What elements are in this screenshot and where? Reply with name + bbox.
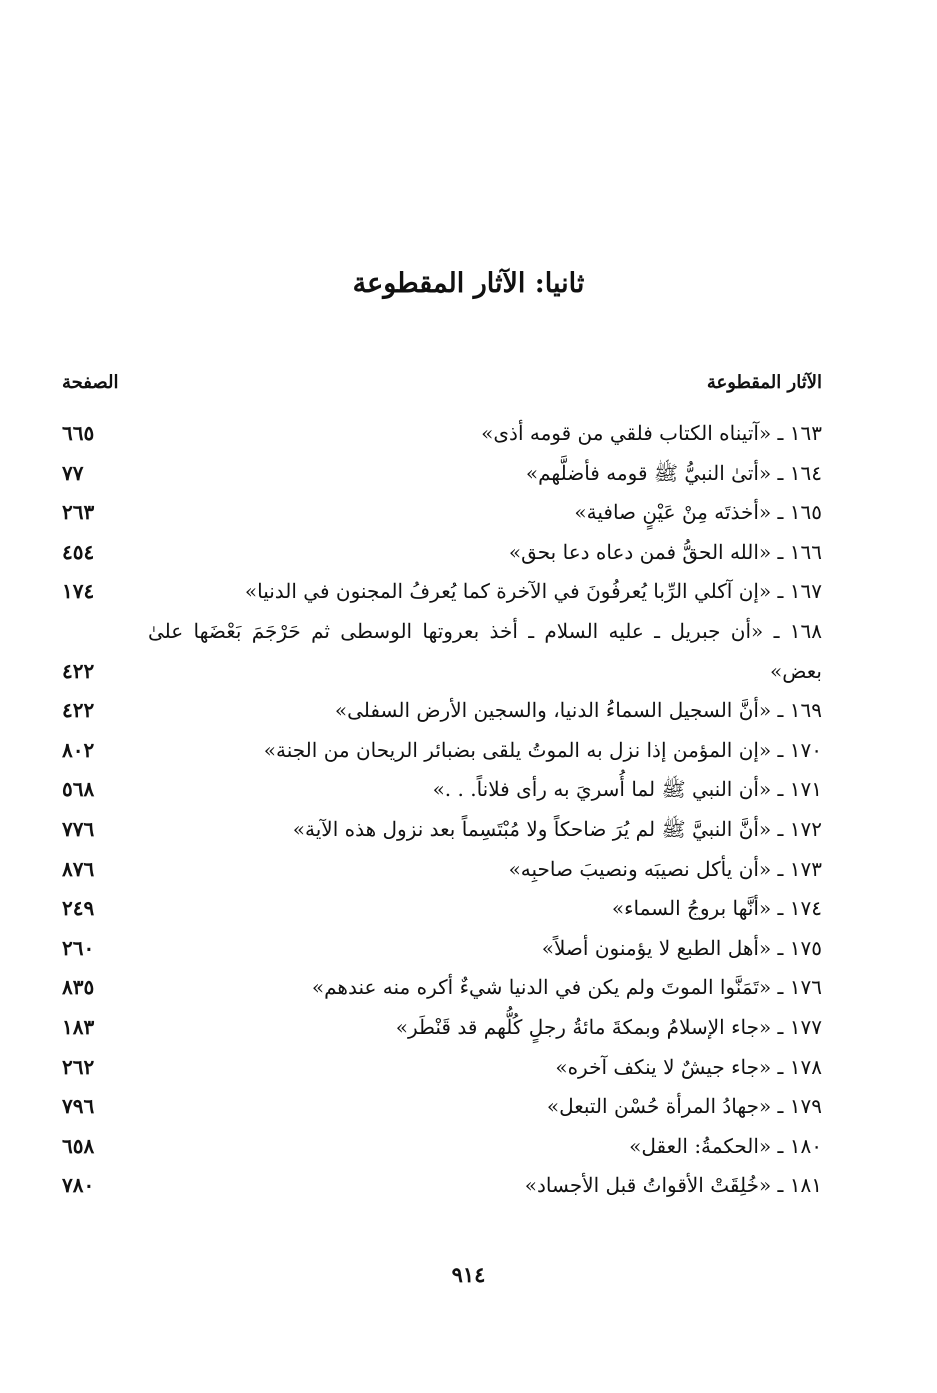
table-row — [62, 572, 822, 612]
table-row — [62, 533, 822, 573]
entry-text: ١٨١ ـ «خُلِقَتْ الأقواتُ قبل الأجساد» — [524, 1173, 822, 1198]
table-row — [62, 414, 822, 454]
table-row — [62, 1087, 822, 1127]
entry-page: ٢٤٩ — [62, 896, 95, 921]
table-row — [62, 929, 822, 969]
entry-text: ١٧٦ ـ «تَمَنَّوا الموتَ ولم يكن في الدنيا شيءٌ أكره منه عندهم» — [311, 975, 822, 1000]
entry-page: ٥٦٨ — [62, 777, 95, 802]
table-row — [62, 1008, 822, 1048]
entry-text: ١٦٨ ـ «أن جبريل ـ عليه السلام ـ أخذ بعروتها الوسطى ثم حَرْجَمَ بَعْضَها علىٰ بعض» — [148, 618, 822, 683]
entry-page: ٧٧ — [62, 460, 84, 485]
table-row — [62, 850, 822, 890]
entry-text: ١٧٤ ـ «أنَّها بروجُ السماء» — [611, 896, 822, 921]
entry-text: ١٦٧ ـ «إن آكلي الرِّبا يُعرفُونَ في الآخرة كما يُعرفُ المجنون في الدنيا» — [244, 579, 822, 604]
entry-text: ١٧٧ ـ «جاء الإسلامُ وبمكةَ مائةُ رجلٍ كُلُّهم قد قَنْطَر» — [395, 1014, 822, 1039]
table-row — [62, 770, 822, 810]
entry-text: ١٧٥ ـ «أهل الطبع لا يؤمنون أصلاً» — [541, 935, 822, 960]
entry-page: ٤٥٤ — [62, 539, 95, 564]
table-row — [62, 1048, 822, 1088]
table-header — [62, 372, 822, 406]
entry-page: ٨٧٦ — [62, 856, 95, 881]
table-row — [62, 454, 822, 494]
entry-page: ١٧٤ — [62, 579, 95, 604]
table-row — [62, 889, 822, 929]
entry-text: ١٧٩ ـ «جهادُ المرأة حُسْن التبعل» — [546, 1094, 822, 1119]
entry-text: ١٧٣ ـ «أن يأكل نصيبَه ونصيبَ صاحبِه» — [508, 856, 822, 881]
entry-page: ٤٢٢ — [62, 658, 95, 683]
entry-text: ١٦٦ ـ «الله الحقُّ فمن دعاه دعا بحق» — [508, 539, 822, 564]
table-row — [62, 1127, 822, 1167]
entry-text: ١٧٨ ـ «جاء جيشٌ لا ينكف آخره» — [555, 1054, 822, 1079]
index-rows — [62, 414, 822, 1206]
page-number: ٩١٤ — [451, 1262, 486, 1287]
index-table — [62, 372, 822, 1206]
entry-text: ١٧٢ ـ «أنَّ النبيَّ ﷺ لم يُرَ ضاحكاً ولا مُبْتَسِماً بعد نزول هذه الآية» — [292, 816, 822, 841]
table-row — [62, 810, 822, 850]
entry-page: ٨٣٥ — [62, 975, 95, 1000]
entry-page: ٨٠٢ — [62, 737, 95, 762]
entry-text: ١٦٩ ـ «أنَّ السجيل السماءُ الدنيا، والسجين الأرض السفلى» — [334, 698, 822, 723]
entry-page: ٢٦٣ — [62, 500, 95, 525]
table-row — [62, 1166, 822, 1206]
entry-page: ٦٦٥ — [62, 421, 95, 445]
table-row — [62, 612, 822, 691]
page-title: ثانيا: الآثار المقطوعة — [352, 268, 585, 299]
entry-page: ٤٢٢ — [62, 698, 95, 723]
entry-text: ١٦٥ ـ «أخذتَه مِنْ عَيْنٍ صافية» — [574, 500, 822, 525]
entry-text: ١٦٣ ـ «آتيناه الكتاب فلقي من قومه أذى» — [481, 421, 822, 445]
table-row — [62, 731, 822, 771]
column-header-page: الصفحة — [62, 372, 119, 393]
column-header-item: الآثار المقطوعة — [706, 372, 822, 393]
entry-text: ١٦٤ ـ «أتىٰ النبيُّ ﷺ قومه فأضلَّهم» — [525, 460, 822, 485]
entry-page: ١٨٣ — [62, 1014, 95, 1039]
table-row — [62, 968, 822, 1008]
entry-page: ٧٨٠ — [62, 1173, 95, 1198]
entry-text: ١٨٠ ـ «الحكمةُ: العقل» — [629, 1133, 822, 1158]
entry-page: ٦٥٨ — [62, 1133, 95, 1158]
entry-page: ٧٧٦ — [62, 816, 95, 841]
entry-text: ١٧٠ ـ «إن المؤمن إذا نزل به الموتُ يلقى بضبائر الريحان من الجنة» — [263, 737, 822, 762]
entry-page: ٢٦٠ — [62, 935, 95, 960]
table-row — [62, 691, 822, 731]
entry-page: ٧٩٦ — [62, 1094, 95, 1119]
table-row — [62, 493, 822, 533]
entry-page: ٢٦٢ — [62, 1054, 95, 1079]
entry-text: ١٧١ ـ «أن النبي ﷺ لما أُسريَ به رأى فلاناً. . .» — [432, 777, 822, 802]
